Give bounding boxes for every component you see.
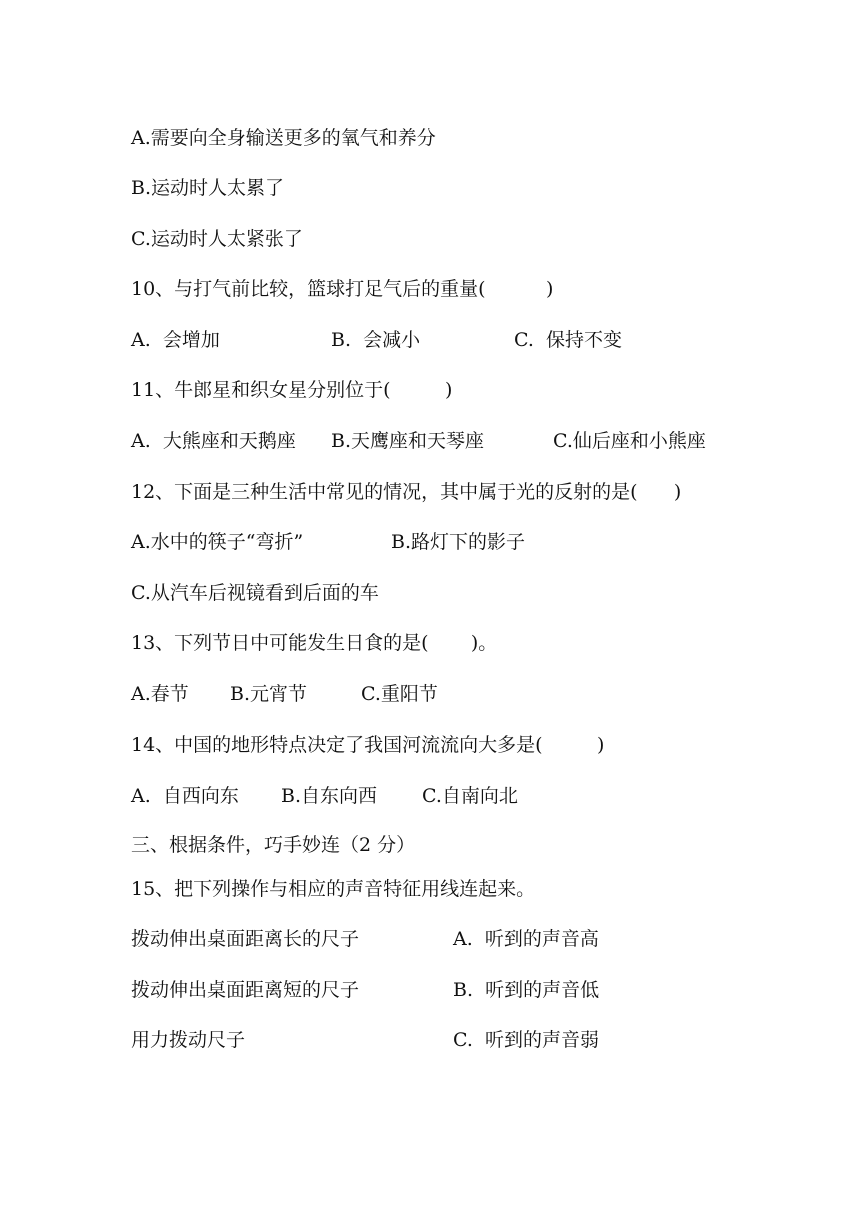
q15-left-item-1: 拨动伸出桌面距离长的尺子: [131, 928, 360, 950]
q12-option-a: A.水中的筷子“弯折”: [131, 531, 304, 553]
section-3-title: 三、根据条件，巧手妙连（2 分）: [131, 834, 416, 856]
q11-option-a: A. 大熊座和天鹅座: [131, 430, 296, 452]
q13-option-c: C.重阳节: [361, 683, 438, 705]
q15-right-item-b: B. 听到的声音低: [453, 979, 600, 1001]
q11-option-c: C.仙后座和小熊座: [553, 430, 706, 452]
q12-stem: 12、下面是三种生活中常见的情况，其中属于光的反射的是( ): [131, 481, 682, 503]
q15-right-item-a: A. 听到的声音高: [453, 928, 599, 950]
q15-right-item-c: C. 听到的声音弱: [453, 1029, 599, 1051]
q15-left-item-3: 用力拨动尺子: [131, 1029, 246, 1051]
q13-option-b: B.元宵节: [230, 683, 308, 705]
q12-option-c: C.从汽车后视镜看到后面的车: [131, 582, 379, 604]
q14-option-c: C.自南向北: [422, 785, 518, 807]
q9-option-c: C.运动时人太紧张了: [131, 228, 303, 250]
q11-option-b: B.天鹰座和天琴座: [331, 430, 485, 452]
q15-left-item-2: 拨动伸出桌面距离短的尺子: [131, 979, 360, 1001]
q11-stem: 11、牛郎星和织女星分别位于( ): [131, 379, 453, 401]
q13-stem: 13、下列节日中可能发生日食的是( )。: [131, 632, 498, 654]
q10-option-b: B. 会减小: [331, 329, 421, 351]
q9-option-a: A.需要向全身输送更多的氧气和养分: [131, 127, 436, 149]
q10-option-a: A. 会增加: [131, 329, 220, 351]
q10-stem: 10、与打气前比较，篮球打足气后的重量( ): [131, 278, 554, 300]
q10-option-c: C. 保持不变: [514, 329, 622, 351]
q14-option-b: B.自东向西: [281, 785, 378, 807]
q12-option-b: B.路灯下的影子: [391, 531, 526, 553]
q13-option-a: A.春节: [131, 683, 189, 705]
q9-option-b: B.运动时人太累了: [131, 177, 285, 199]
q14-stem: 14、中国的地形特点决定了我国河流流向大多是( ): [131, 734, 605, 756]
q15-stem: 15、把下列操作与相应的声音特征用线连起来。: [131, 878, 536, 900]
q14-option-a: A. 自西向东: [131, 785, 239, 807]
